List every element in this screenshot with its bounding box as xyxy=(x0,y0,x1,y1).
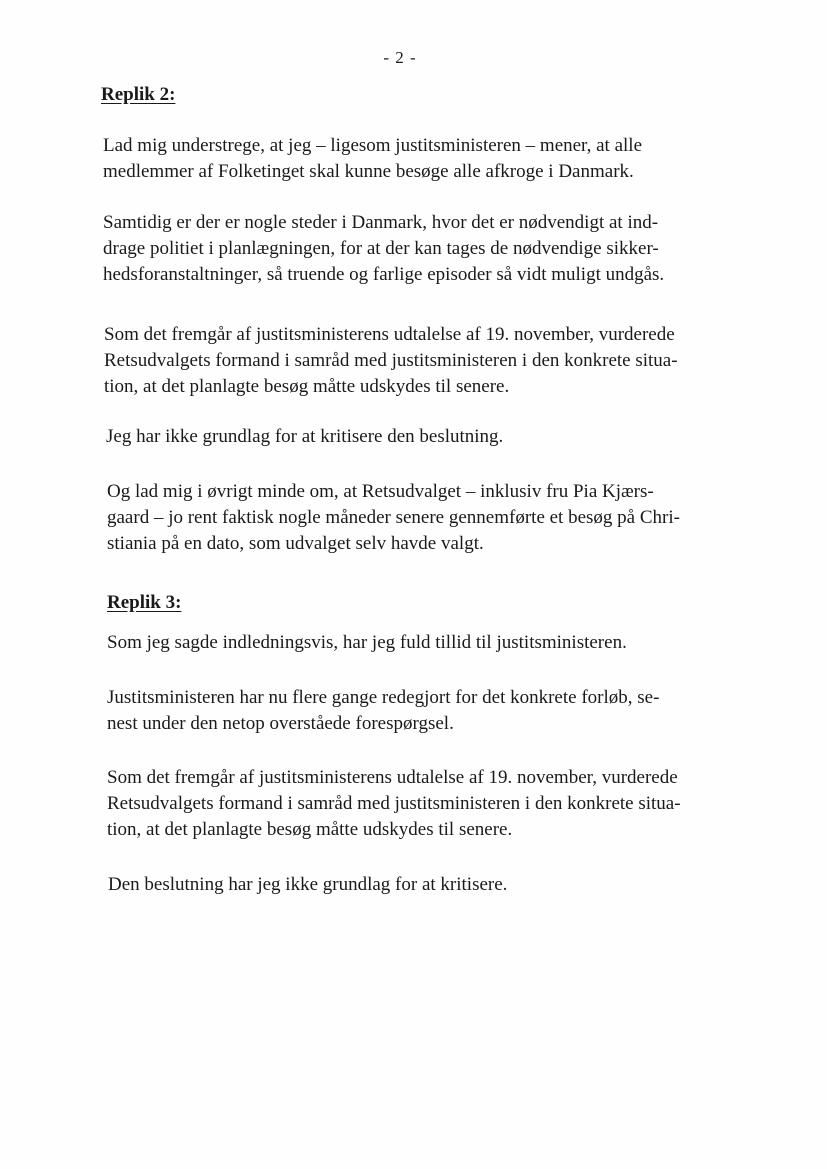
text-line: tion, at det planlagte besøg måtte udskydes til senere. xyxy=(104,376,510,397)
paragraph xyxy=(103,133,642,185)
text-line: Som jeg sagde indledningsvis, har jeg fuld tillid til justitsministeren. xyxy=(107,632,627,653)
text-line: medlemmer af Folketinget skal kunne besøge alle afkroge i Danmark. xyxy=(103,161,634,182)
text-line: tion, at det planlagte besøg måtte udskydes til senere. xyxy=(107,819,513,840)
text-line: Jeg har ikke grundlag for at kritisere den beslutning. xyxy=(106,426,504,447)
text-line: nest under den netop overståede forespørgsel. xyxy=(107,713,454,734)
paragraph xyxy=(108,872,507,898)
text-line: Og lad mig i øvrigt minde om, at Retsudvalget – inklusiv fru Pia Kjærs- xyxy=(107,481,654,502)
text-line: Retsudvalgets formand i samråd med justitsministeren i den konkrete situa- xyxy=(107,793,681,814)
text-line: Den beslutning har jeg ikke grundlag for at kritisere. xyxy=(108,874,508,895)
paragraph xyxy=(107,765,681,843)
paragraph xyxy=(104,322,678,400)
section-heading-replik-3: Replik 3: xyxy=(107,592,182,613)
text-line: Justitsministeren har nu flere gange redegjort for det konkrete forløb, se- xyxy=(107,687,660,708)
paragraph xyxy=(107,685,659,737)
paragraph xyxy=(103,210,664,288)
text-line: stiania på en dato, som udvalget selv havde valgt. xyxy=(107,533,484,554)
text-line: gaard – jo rent faktisk nogle måneder senere gennemførte et besøg på Chri- xyxy=(107,507,680,528)
page-number: - 2 - xyxy=(383,48,417,67)
section-heading-replik-2: Replik 2: xyxy=(101,84,176,105)
text-line: Som det fremgår af justitsministerens udtalelse af 19. november, vurderede xyxy=(107,767,678,788)
paragraph xyxy=(107,479,680,557)
text-line: hedsforanstaltninger, så truende og farlige episoder så vidt muligt undgås. xyxy=(103,264,665,285)
paragraph xyxy=(107,630,627,656)
text-line: Som det fremgår af justitsministerens udtalelse af 19. november, vurderede xyxy=(104,324,675,345)
text-line: drage politiet i planlægningen, for at der kan tages de nødvendige sikker- xyxy=(103,238,659,259)
text-line: Retsudvalgets formand i samråd med justitsministeren i den konkrete situa- xyxy=(104,350,678,371)
text-line: Lad mig understrege, at jeg – ligesom justitsministeren – mener, at alle xyxy=(103,135,643,156)
paragraph xyxy=(106,424,503,450)
text-line: Samtidig er der er nogle steder i Danmark, hvor det er nødvendigt at ind- xyxy=(103,212,659,233)
